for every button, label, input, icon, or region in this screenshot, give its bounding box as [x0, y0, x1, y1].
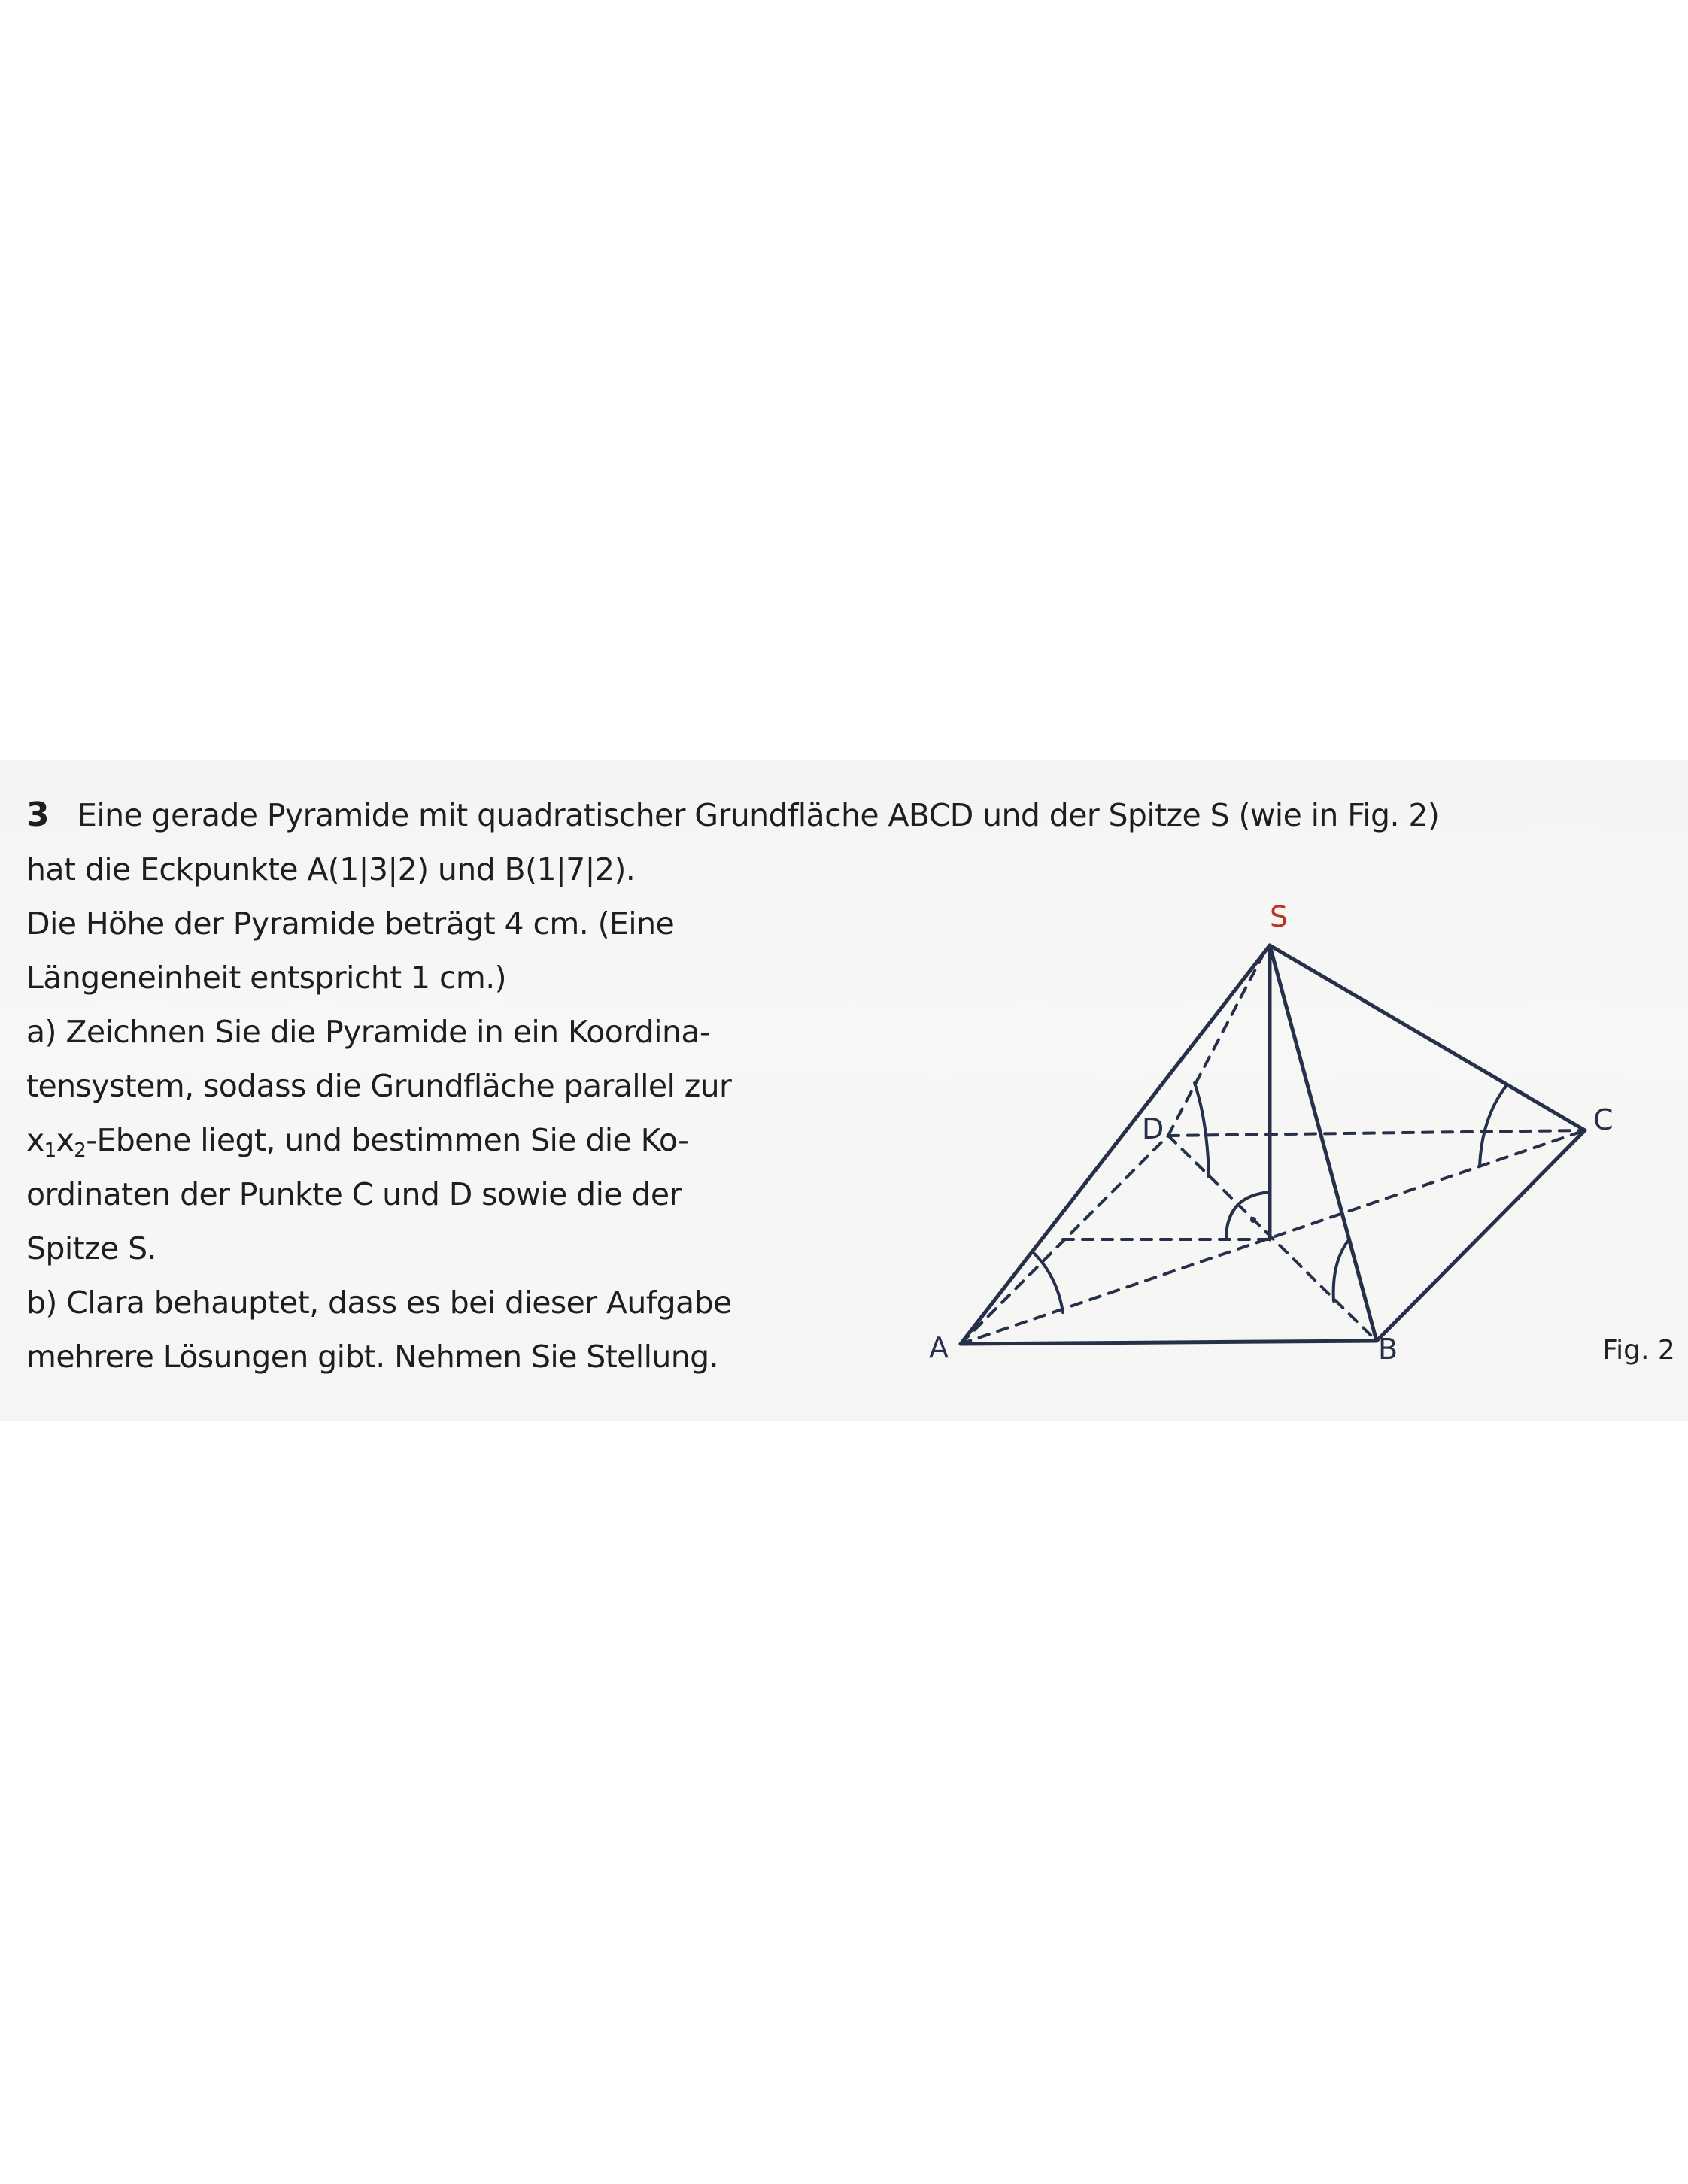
- vertex-label-D: D: [1142, 1112, 1164, 1145]
- vertices-given-text: hat die Eckpunkte A(1|3|2) und B(1|7|2).: [26, 851, 636, 887]
- part-b-text-1: b) Clara behauptet, dass es bei dieser Aufgabe: [26, 1285, 732, 1321]
- plane-name: $x_1x_2$: [26, 1122, 87, 1162]
- part-a-text-4: ordinaten der Punkte C und D sowie die der: [26, 1176, 682, 1212]
- exercise-number: 3: [26, 796, 50, 834]
- part-a-text-5: Spitze S.: [26, 1230, 156, 1266]
- unit-text: Längeneinheit entspricht 1 cm.): [26, 960, 507, 996]
- figure-caption: Fig. 2: [1602, 1335, 1675, 1366]
- part-a-text-3: -Ebene liegt, und bestimmen Sie die Ko-: [86, 1122, 689, 1158]
- vertex-label-S: S: [1270, 900, 1289, 933]
- task-line-2: [26, 842, 635, 897]
- task-line-9: [26, 1221, 156, 1276]
- task-line-11: [26, 1330, 718, 1385]
- part-a-text-1: a) Zeichnen Sie die Pyramide in ein Koordina-: [26, 1014, 711, 1050]
- task-line-3: [26, 896, 674, 951]
- height-text: Die Höhe der Pyramide beträgt 4 cm. (Eine: [26, 905, 675, 942]
- task-intro-text: Eine gerade Pyramide mit quadratischer Grundfläche ABCD und der Spitze S (wie in Fig. 2): [77, 797, 1440, 833]
- task-line-1: [26, 788, 1439, 843]
- task-line-4: [26, 951, 506, 1006]
- vertex-label-C: C: [1593, 1103, 1614, 1136]
- task-line-8: [26, 1167, 682, 1222]
- task-line-5: [26, 1005, 710, 1060]
- task-line-6: [26, 1059, 731, 1114]
- part-b-text-2: mehrere Lösungen gibt. Nehmen Sie Stellung.: [26, 1339, 719, 1375]
- vertex-label-B: B: [1378, 1333, 1398, 1366]
- task-line-7: [26, 1113, 688, 1168]
- vertex-label-A: A: [929, 1331, 949, 1364]
- task-line-10: [26, 1276, 732, 1330]
- part-a-text-2: tensystem, sodass die Grundfläche parallel zur: [26, 1068, 732, 1104]
